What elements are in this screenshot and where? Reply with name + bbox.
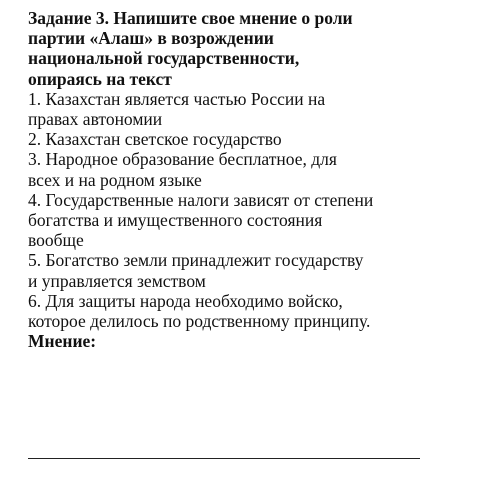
statement-item-5: [28, 250, 468, 290]
statement-line: 2. Казахстан светское государство: [28, 129, 282, 150]
statement-line: 3. Народное образование бесплатное, для: [28, 149, 337, 170]
statement-line: и управляется земством: [28, 270, 206, 291]
statement-line: 1. Казахстан является частью России на: [28, 88, 326, 109]
statement-item-2: [28, 129, 468, 149]
statement-line: богатства и имущественного состояния: [28, 210, 323, 231]
statement-list: [28, 89, 468, 331]
statement-line: 4. Государственные налоги зависят от степени: [28, 189, 374, 210]
task-title-line-4: опираясь на текст: [28, 68, 172, 89]
statement-item-3: [28, 149, 468, 189]
statement-line: всех и на родном языке: [28, 169, 202, 190]
statement-line: 6. Для защиты народа необходимо войско,: [28, 290, 343, 311]
task-text: [28, 8, 468, 351]
statement-line: вообще: [28, 230, 84, 251]
task-title-line-2: партии «Алаш» в возрождении: [28, 28, 274, 49]
opinion-label: Мнение:: [28, 331, 97, 352]
task-title-line-1: Задание 3. Напишите свое мнение о роли: [28, 8, 353, 28]
statement-item-6: [28, 291, 468, 331]
statement-item-1: [28, 89, 468, 129]
task-title: [28, 8, 468, 89]
task-title-line-3: национальной государственности,: [28, 48, 300, 69]
statement-item-4: [28, 190, 468, 251]
statement-line: 5. Богатство земли принадлежит государству: [28, 250, 364, 271]
statement-line: которое делилось по родственному принципу.: [28, 311, 371, 332]
answer-line[interactable]: [28, 458, 420, 459]
statement-line: правах автономии: [28, 109, 163, 130]
